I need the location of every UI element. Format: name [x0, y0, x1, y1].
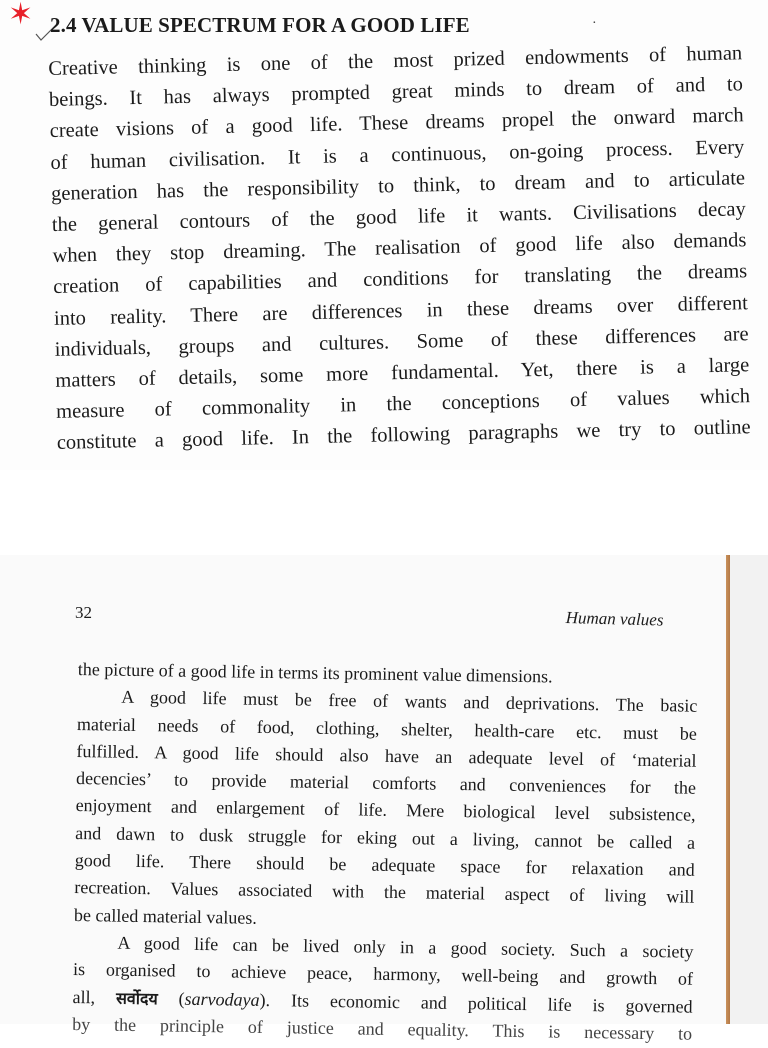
red-star-annotation-icon: ✶ — [8, 0, 34, 32]
text-line: A good life can be lived only in a good society. Such a society — [117, 932, 694, 962]
italic-term: sarvodaya — [184, 988, 260, 1010]
text-line: creation of capabilities and conditions for translating the dreams — [53, 260, 748, 299]
text-line: create visions of a good life. These dreams propel the onward march — [49, 104, 744, 143]
text-line: when they stop dreaming. The realisation of good life also demands — [52, 229, 747, 268]
text-line: fulfilled. A good life should also have an adequate level of ‘material — [76, 740, 697, 771]
text-line: matters of details, some more fundamental. Yet, there is a large — [55, 354, 750, 392]
text-line: into reality. There are differences in these dreams over different — [53, 291, 749, 330]
text-fragment: ( — [157, 987, 185, 1009]
section-heading: 2.4 VALUE SPECTRUM FOR A GOOD LIFE — [50, 13, 470, 37]
page-number: 32 — [75, 603, 92, 622]
page-edge — [726, 555, 730, 1024]
text-line: enjoyment and enlargement of life. Mere biological level subsistence, — [75, 795, 696, 826]
text-line: be called material values. — [73, 904, 257, 928]
text-line: beings. It has always prompted great minds to dream of and to — [48, 73, 744, 112]
clipped-text-line: by the principle of justice and equality. This is necessary to — [72, 1013, 693, 1044]
page-gutter — [730, 555, 768, 1024]
text-line: good life. There should be adequate space for relaxation and — [74, 850, 695, 880]
devanagari-word: सर्वोदय — [115, 988, 158, 1008]
top-paragraph — [48, 38, 751, 459]
text-line: generation has the responsibility to think, to dream and to articulate — [50, 167, 746, 205]
text-line: recreation. Values associated with the material aspect of living will — [74, 877, 695, 908]
running-head: Human values — [565, 608, 664, 630]
text-line: of human civilisation. It is a continuous, on-going process. Every — [50, 135, 745, 174]
text-line: constitute a good life. In the following paragraphs we try to outline — [56, 416, 751, 455]
text-line: measure of commonality in the conceptions of values which — [55, 385, 751, 424]
text-line: the picture of a good life in terms its prominent value dimensions. — [77, 658, 553, 687]
text-line: individuals, groups and cultures. Some of these differences are — [54, 323, 749, 361]
text-line: Creative thinking is one of the most prized endowments of human — [48, 42, 743, 80]
text-line: is organised to achieve peace, harmony, well-being and growth of — [72, 959, 694, 989]
text-fragment: ). Its economic and political life is governed — [259, 989, 693, 1017]
bottom-body-text — [72, 656, 698, 1048]
text-line: material needs of food, clothing, shelter, health-care etc. must be — [76, 713, 698, 744]
text-line: A good life must be free of wants and deprivations. The basic — [121, 686, 698, 717]
text-line: and dawn to dusk struggle for eking out a living, cannot be called a — [75, 822, 696, 853]
text-line: decencies’ to provide material comforts and conveniences for the — [75, 768, 697, 798]
stray-mark: · — [592, 16, 597, 31]
top-page — [0, 0, 768, 470]
text-line: the general contours of the good life it wants. Civilisations decay — [51, 198, 746, 236]
text-fragment: all, — [72, 986, 117, 1008]
